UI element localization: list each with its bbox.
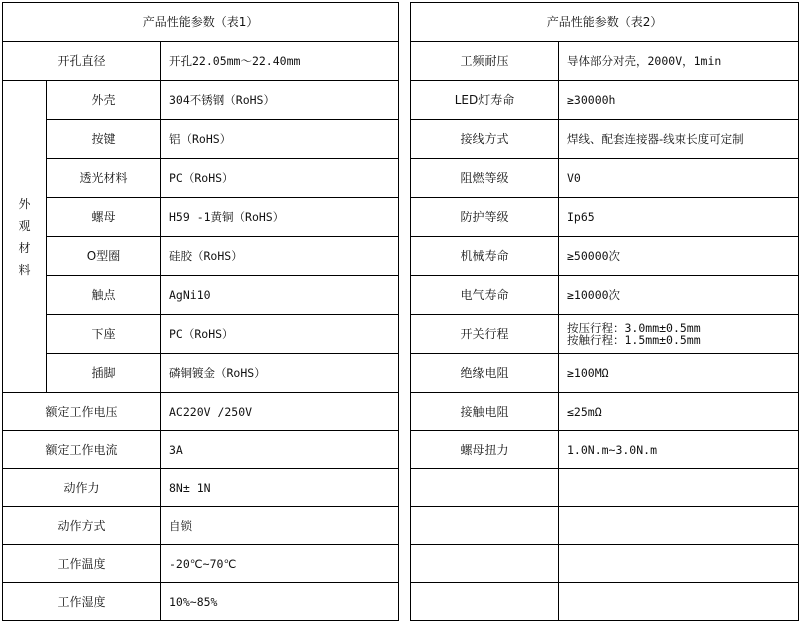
row-label-protection-rating: 防护等级 [411,198,559,237]
row-label-rated-current: 额定工作电流 [3,431,161,469]
empty-cell [411,583,559,621]
row-value-hole-diameter: 开孔22.05mm～22.40mm [161,42,399,81]
performance-table-2 [410,2,799,621]
row-label-wiring-method: 接线方式 [411,120,559,159]
row-label-switch-travel: 开关行程 [411,315,559,354]
row-label-withstand-voltage: 工频耐压 [411,42,559,81]
row-value-switch-travel [559,315,799,354]
row-label-insulation-resistance: 绝缘电阻 [411,354,559,393]
material-value-pin: 磷铜镀金（RoHS） [161,354,399,393]
material-value-o-ring: 硅胶（RoHS） [161,237,399,276]
row-value-rated-current: 3A [161,431,399,469]
row-value-nut-torque: 1.0N.m~3.0N.m [559,431,799,469]
row-label-working-temperature: 工作温度 [3,545,161,583]
row-value-led-life: ≥30000h [559,81,799,120]
material-label-pin: 插脚 [47,354,161,393]
material-value-nut: H59 -1黄铜（RoHS） [161,198,399,237]
row-value-protection-rating: Ip65 [559,198,799,237]
row-value-electrical-life: ≥10000次 [559,276,799,315]
material-value-contact: AgNi10 [161,276,399,315]
material-label-button: 按键 [47,120,161,159]
row-label-electrical-life: 电气寿命 [411,276,559,315]
empty-cell [559,469,799,507]
row-value-actuation-force: 8N± 1N [161,469,399,507]
empty-cell [559,583,799,621]
row-label-actuation-force: 动作力 [3,469,161,507]
switch-travel-press: 按压行程：3.0mm±0.5mm [567,321,701,335]
row-label-hole-diameter: 开孔直径 [3,42,161,81]
material-value-base: PC（RoHS） [161,315,399,354]
switch-travel-touch: 按触行程：1.5mm±0.5mm [567,333,701,347]
empty-cell [411,507,559,545]
row-label-led-life: LED灯寿命 [411,81,559,120]
table1-title: 产品性能参数（表1） [3,3,399,42]
row-value-wiring-method: 焊线、配套连接器-线束长度可定制 [559,120,799,159]
material-label-base: 下座 [47,315,161,354]
row-value-working-temperature: -20℃~70℃ [161,545,399,583]
material-label-o-ring: O型圈 [47,237,161,276]
row-value-withstand-voltage: 导体部分对壳，2000V，1min [559,42,799,81]
row-label-actuation-mode: 动作方式 [3,507,161,545]
row-value-contact-resistance: ≤25mΩ [559,393,799,431]
material-label-contact: 触点 [47,276,161,315]
row-value-mechanical-life: ≥50000次 [559,237,799,276]
empty-cell [559,507,799,545]
appearance-material-group-label: 外 观 材 料 [3,81,47,393]
material-value-light-transmitting: PC（RoHS） [161,159,399,198]
row-label-rated-voltage: 额定工作电压 [3,393,161,431]
material-label-light-transmitting: 透光材料 [47,159,161,198]
performance-table-1 [2,2,399,621]
row-value-insulation-resistance: ≥100MΩ [559,354,799,393]
material-label-shell: 外壳 [47,81,161,120]
row-label-contact-resistance: 接触电阻 [411,393,559,431]
table2-title: 产品性能参数（表2） [411,3,799,42]
row-label-working-humidity: 工作湿度 [3,583,161,621]
row-value-rated-voltage: AC220V /250V [161,393,399,431]
empty-cell [411,469,559,507]
material-value-button: 铝（RoHS） [161,120,399,159]
row-label-nut-torque: 螺母扭力 [411,431,559,469]
row-label-flame-rating: 阻燃等级 [411,159,559,198]
material-label-nut: 螺母 [47,198,161,237]
row-label-mechanical-life: 机械寿命 [411,237,559,276]
row-value-working-humidity: 10%~85% [161,583,399,621]
row-value-actuation-mode: 自锁 [161,507,399,545]
empty-cell [411,545,559,583]
material-value-shell: 304不锈钢（RoHS） [161,81,399,120]
row-value-flame-rating: V0 [559,159,799,198]
empty-cell [559,545,799,583]
